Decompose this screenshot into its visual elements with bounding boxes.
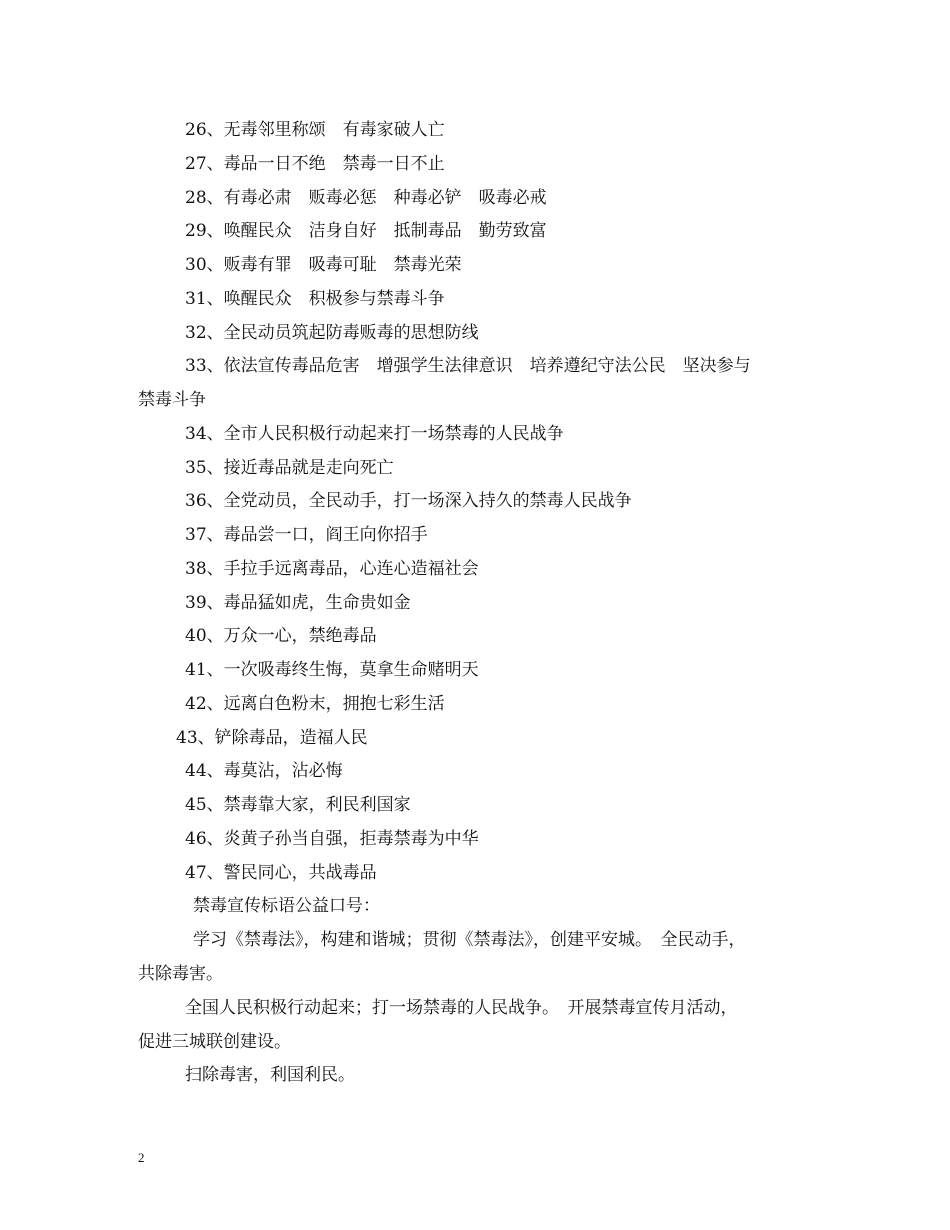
slogan-item: 27、毒品一日不绝 禁毒一日不止 [185, 154, 445, 174]
paragraph-line: 扫除毒害，利国利民。 [185, 1065, 355, 1085]
slogan-item: 41、一次吸毒终生悔，莫拿生命赌明天 [185, 660, 479, 680]
paragraph-line: 全国人民积极行动起来；打一场禁毒的人民战争。 开展禁毒宣传月活动， [185, 998, 738, 1018]
slogan-item: 26、无毒邻里称颂 有毒家破人亡 [185, 120, 445, 140]
slogan-item: 38、手拉手远离毒品，心连心造福社会 [185, 559, 479, 579]
slogan-item: 45、禁毒靠大家，利民利国家 [185, 795, 411, 815]
slogan-item-continuation: 禁毒斗争 [138, 390, 206, 410]
paragraph-line: 共除毒害。 [138, 964, 223, 984]
slogan-item: 28、有毒必肃 贩毒必惩 种毒必铲 吸毒必戒 [185, 188, 547, 208]
slogan-item: 44、毒莫沾，沾必悔 [185, 761, 343, 781]
slogan-item: 40、万众一心，禁绝毒品 [185, 626, 377, 646]
slogan-item: 47、警民同心，共战毒品 [185, 863, 377, 883]
paragraph-line: 学习《禁毒法》，构建和谐城；贯彻《禁毒法》，创建平安城。 全民动手， [193, 930, 746, 950]
slogan-item: 46、炎黄子孙当自强，拒毒禁毒为中华 [185, 829, 479, 849]
section-heading: 禁毒宣传标语公益口号： [193, 896, 380, 916]
slogan-item: 31、唤醒民众 积极参与禁毒斗争 [185, 289, 445, 309]
page-number: 2 [138, 1150, 145, 1165]
slogan-item: 37、毒品尝一口，阎王向你招手 [185, 525, 428, 545]
slogan-item: 32、全民动员筑起防毒贩毒的思想防线 [185, 323, 479, 343]
slogan-item: 33、依法宣传毒品危害 增强学生法律意识 培养遵纪守法公民 坚决参与 [185, 356, 751, 376]
slogan-item: 42、远离白色粉末，拥抱七彩生活 [185, 694, 445, 714]
slogan-item: 36、全党动员，全民动手，打一场深入持久的禁毒人民战争 [185, 491, 632, 511]
slogan-item: 43、铲除毒品，造福人民 [176, 728, 368, 748]
slogan-item: 29、唤醒民众 洁身自好 抵制毒品 勤劳致富 [185, 221, 547, 241]
slogan-item: 35、接近毒品就是走向死亡 [185, 458, 394, 478]
slogan-item: 39、毒品猛如虎，生命贵如金 [185, 593, 411, 613]
slogan-item: 34、全市人民积极行动起来打一场禁毒的人民战争 [185, 424, 564, 444]
paragraph-line: 促进三城联创建设。 [138, 1032, 291, 1052]
slogan-item: 30、贩毒有罪 吸毒可耻 禁毒光荣 [185, 255, 462, 275]
